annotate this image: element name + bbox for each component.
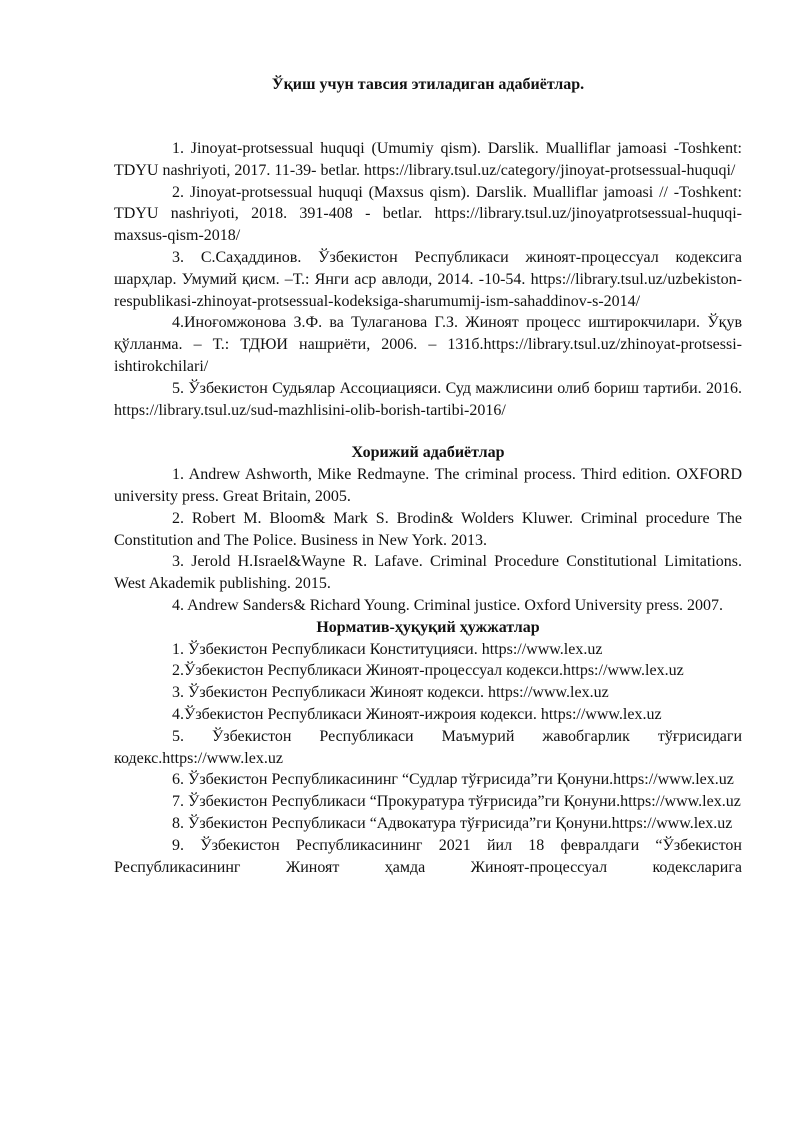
list-item: 1. Andrew Ashworth, Mike Redmayne. The criminal process. Third edition. OXFORD university press. Great Britain, 2005. xyxy=(114,466,742,505)
list-item: 5. Ўзбекистон Республикаси Маъмурий жавобгарлик тўғрисидаги кодекс.https://www.lex.uz xyxy=(114,727,742,767)
list-item: 3. Jerold H.Israel&Wayne R. Lafave. Criminal Procedure Constitutional Limitations. West Akademik publishing. 2015. xyxy=(114,553,742,593)
list-item: 9. Ўзбекистон Республикасининг 2021 йил 18 февралдаги “Ўзбекистон Республикасининг Жиноят ҳамда Жиноят-процессуал кодексларига xyxy=(114,836,742,876)
list-item: 7. Ўзбекистон Республикаси “Прокуратура тўғрисида”ги Қонуни.https://www.lex.uz xyxy=(172,793,741,811)
list-item: 5. Ўзбекистон Судьялар Ассоциацияси. Суд мажлисини олиб бориш тартиби. 2016. https://library.tsul.uz/sud-mazhlisini-olib-borish-tartibi-2016/ xyxy=(114,379,742,419)
list-item: 4. Andrew Sanders& Richard Young. Criminal justice. Oxford University press. 2007. xyxy=(172,596,724,614)
list-item: 2. Robert M. Bloom& Mark S. Brodin& Wolders Kluwer. Criminal procedure The Constitution and The Police. Business in New York. 2013. xyxy=(114,509,742,549)
foreign-literature-list xyxy=(114,464,742,617)
list-item: 4.Иноғомжонова З.Ф. ва Тулаганова Г.З. Жиноят процесс иштирокчилари. Ўқув қўлланма. – Т.: ТДЮИ нашриёти, 2006. – 131б.https://library.tsul.uz/zhinoyat-protsessi-ishtirokchilari/ xyxy=(114,314,742,375)
list-item: 8. Ўзбекистон Республикаси “Адвокатура тўғрисида”ги Қонуни.https://www.lex.uz xyxy=(172,814,733,832)
page-title: Ўқиш учун тавсия этиладиган адабиётлар. xyxy=(271,76,585,93)
normative-documents-list xyxy=(114,639,742,879)
list-item: 1. Jinoyat-protsessual huquqi (Umumiy qism). Darslik. Mualliflar jamoasi -Toshkent: TDYU nashriyoti, 2017. 11-39- betlar. https://library.tsul.uz/category/jinoyat-protsessual-huquqi/ xyxy=(114,140,742,179)
list-item: 4.Ўзбекистон Республикаси Жиноят-ижроия кодекси. https://www.lex.uz xyxy=(172,705,662,723)
section-heading-foreign: Хорижий адабиётлар xyxy=(351,444,505,462)
recommended-literature-list xyxy=(114,138,742,421)
list-item: 3. С.Саҳаддинов. Ўзбекистон Республикаси жиноят-процессуал кодексига шарҳлар. Умумий қисм. –Т.: Янги аср авлоди, 2014. -10-54. https://library.tsul.uz/uzbekiston-respublikasi-zhinoyat-protsessual-kodeksiga-sharumumij-ism-sahaddinov-s-2014/ xyxy=(114,248,742,310)
list-item: 2.Ўзбекистон Республикаси Жиноят-процессуал кодекси.https://www.lex.uz xyxy=(172,662,684,680)
list-item: 3. Ўзбекистон Республикаси Жиноят кодекси. https://www.lex.uz xyxy=(172,684,609,702)
list-item: 6. Ўзбекистон Республикасининг “Судлар тўғрисида”ги Қонуни.https://www.lex.uz xyxy=(172,771,734,789)
section-heading-normative: Норматив-ҳуқуқий ҳужжатлар xyxy=(316,618,540,636)
list-item: 2. Jinoyat-protsessual huquqi (Maxsus qism). Darslik. Mualliflar jamoasi // -Toshkent: TDYU nashriyoti, 2018. 391-408 - betlar. https://library.tsul.uz/jinoyatprotsessual-huquqi-maxsus-qism-2018/ xyxy=(114,183,742,245)
document-content xyxy=(114,76,742,878)
list-item: 1. Ўзбекистон Республикаси Конституцияси. https://www.lex.uz xyxy=(172,640,603,658)
